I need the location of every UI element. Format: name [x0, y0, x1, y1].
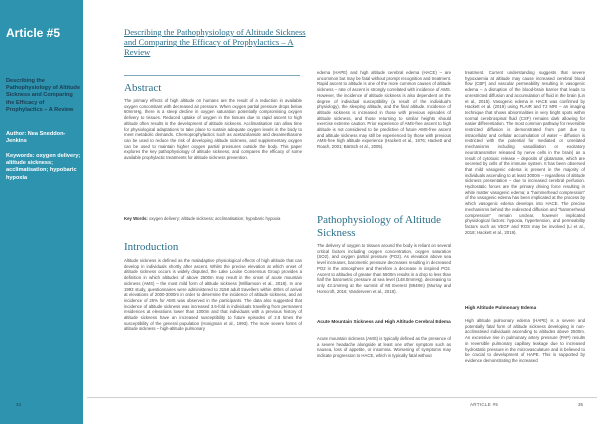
- ams-subheading: Acute Mountain Sickness and High Altitude Cerebral Edema: [317, 319, 451, 324]
- column2-continuation: edema (HAPE) and high altitude cerebral edema (HACE) – are uncommon but may be fatal without prompt recognition and treatment. Rapid ascent to altitude is one of the more common causes of altitude sickness – rate of ascent is strongly correlated with incidence of AMS. However, the incidence of altitude sickness is also dependent on the degree of individual susceptibility (a result of the individual's physiology), the sleeping altitude, and the final altitude. Incidence of altitude sickness is increased in those with previous episodes of altitude sickness, and those returning to similar heights should exercise extreme caution. Prior experience of AMS-free ascent to high altitude is not considered to be predictive of future AMS-free ascent and altitude sickness may still be experienced by those with previous AMS-free high altitude experience (Hackett et al., 1976; Hackett and Roach, 2001; Bärtsch et al., 2005).: [317, 70, 451, 150]
- title-divider: [124, 75, 300, 76]
- keywords-label: Key Words:: [124, 216, 148, 221]
- abstract-heading: Abstract: [124, 82, 162, 94]
- hape-subheading: High Altitude Pulmonary Edema: [465, 305, 537, 310]
- page-title: Describing the Pathophysiology of Altitude Sickness and Comparing the Efficacy of Prophylactics – A Review: [124, 27, 306, 58]
- pathophysiology-body: The delivery of oxygen to tissues around the body is reliant on several critical factors including oxygen concentration, oxygen saturation (SO2), and oxygen partial pressure (PO2). As elevation above sea level increases, barometric pressure decreases resulting in decreased PO2 in the atmosphere and therefore a decrease in inspired PO2. Ascent to altitudes of greater than 5500m results in a drop to less than half the barometric pressure at sea level (148.0mmHg), decreasing to only 43.1mmHg at the summit of Mt Everest (8848m) (Murray and Horscroft, 2016; Vanderveen et al., 2018).: [317, 243, 451, 294]
- pathophysiology-heading: Pathophysiology of Altitude Sickness: [317, 214, 442, 239]
- sidebar-article-title: Describing the Pathophysiology of Altitude Sickness and Comparing the Efficacy of Prophylactics – A Review: [6, 78, 81, 113]
- introduction-body: Altitude sickness is defined as the maladaptive physiological effects of high altitude that can develop in individuals shortly after ascent. Whilst the precise elevation at which onset of altitude sickness occurs is widely disputed, the Lake Louise Consensus Group provides a definition in which altitudes of above 2500m may result in the onset of acute mountain sickness (AMS) – the most mild form of altitude sickness (Williamson et al., 2018). In one 1993 study, questionnaires were administered to 3158 adult travellers within 48hrs of arrival at elevations of 2000-3000m in order to determine the incidence of altitude sickness, and an incidence of 25% for AMS was observed in the participants. The data also suggested that incidence of altitude sickness was increased 3.5-fold in individuals travelling from permanent residences at elevations lower than 1000m and that individuals with a previous history of altitude sickness have an increased susceptibility to future episodes of 2.8 times the susceptibility of the general population (Honigman et al., 1993). The more severe forms of altitude sickness – high-altitude pulmonary: [124, 258, 302, 332]
- author-line: Author: Nea Sneddon-Jenkins: [6, 131, 66, 145]
- footer-divider: [87, 397, 597, 398]
- keywords-line: [124, 216, 302, 222]
- column3-continuation: treatment. Current understanding suggests that severe hypoxaemia at altitude may cause increased cerebral blood flow (CBF) and vascular permeability resulting in vasogenic edema – a disruption of the blood-brain barrier that leads to unrestricted diffusion and accumulation of fluid in the brain (Lin et al., 2015). Vasogenic edema in HACE was confirmed by Hackett et al. (2019) using FLAIR and T2 MRI – an imaging technique that shows abnormalities in very bright spots within normal cerebrospinal fluid (CSF) remains dark allowing for easier differentiation. The most common pathway for reversible restricted diffusion is demonstrated from part due to intracellular and cellular accumulation of water – diffusion is restricted with the potential for mediated or unrelated mechanisms including vasodilation or excitatory neurotransmitter released by nerve cells in the brain) as a result of cytotoxic release – deposits of glutamate, which are secreted by cells of the immune system. It has been observed that mild vasogenic edema is present in the majority of individuals ascending to at least 3000m – regardless of altitude sickness presentation – due to increased cerebral perfusion. Hydrostatic forces are the primary driving force resulting in white matter vasogenic edema; a "hammerhead compression" of the vasogenic edema has been implicated at the process by which vasogenic edema develops into HACE. The precise mechanisms behind the redirected diffusion and "hammerhead compression" remain unclear, however implicated physiological factors: hypoxia, hypertension, and permeability factors such as VEGF and ROS may be involved (Li et al., 2018; Hackett et al., 2019).: [465, 70, 585, 235]
- hape-body: High altitude pulmonary edema (HAPE) is a severe and potentially fatal form of altitude sickness developing in non-acclimatised individuals ascending to altitudes above 2500m. An excessive rise in pulmonary artery pressure (PAP) results in reversible pulmonary capillary leakage due to increased hydrostatic pressure in the microvasculature and is believed to be crucial to development of HAPE. This is supported by evidence demonstrating the increased: [465, 318, 585, 363]
- footer-article-label: ARTICLE #5: [470, 402, 499, 407]
- abstract-body: The primary effects of high altitude on humans are the result of a reduction in available oxygen concomitant with decreased air pressure. When oxygen partial pressure drops below 60mmHg, there is a steep decline in oxygen saturation potentially compromising oxygen delivery to tissues. Reduced uptake of oxygen in the tissues due to rapid ascent to high altitude often results in the development of altitude sickness. Acclimatisation can allow time for physiological adaptations to take place to sustain adequate oxygen levels in the body to meet metabolic demands. Chemoprophylactics such as acetazolamide and dexamethasone can be used to reduce the risk of developing altitude sickness, and supplementary oxygen can be used to maintain higher oxygen partial pressures outside the body. This paper explores the key pathophysiology of altitude sickness, and compares the efficacy of some available prophylactic treatments for altitude sickness prevention.: [124, 98, 302, 161]
- sidebar: [0, 0, 83, 424]
- article-label: Article #5: [6, 26, 61, 40]
- right-page-number: 35: [578, 402, 584, 407]
- ams-body: Acute mountain sickness (AMS) is typically defined as the presence of a severe headache alongside at least one other symptom such as nausea, loss of appetite, or insomnia. Worsening of symptoms may indicate progression to HACE, which is typically fatal without: [317, 336, 451, 359]
- introduction-heading: Introduction: [124, 241, 179, 253]
- keywords-text: oxygen delivery; altitude sickness; acclimatisation; hypobaric hypoxia: [147, 216, 281, 221]
- sidebar-keywords: Keywords: oxygen delivery; altitude sickness; acclimatisation; hypobaric hypoxia: [6, 153, 81, 181]
- left-page-number: 34: [16, 402, 22, 407]
